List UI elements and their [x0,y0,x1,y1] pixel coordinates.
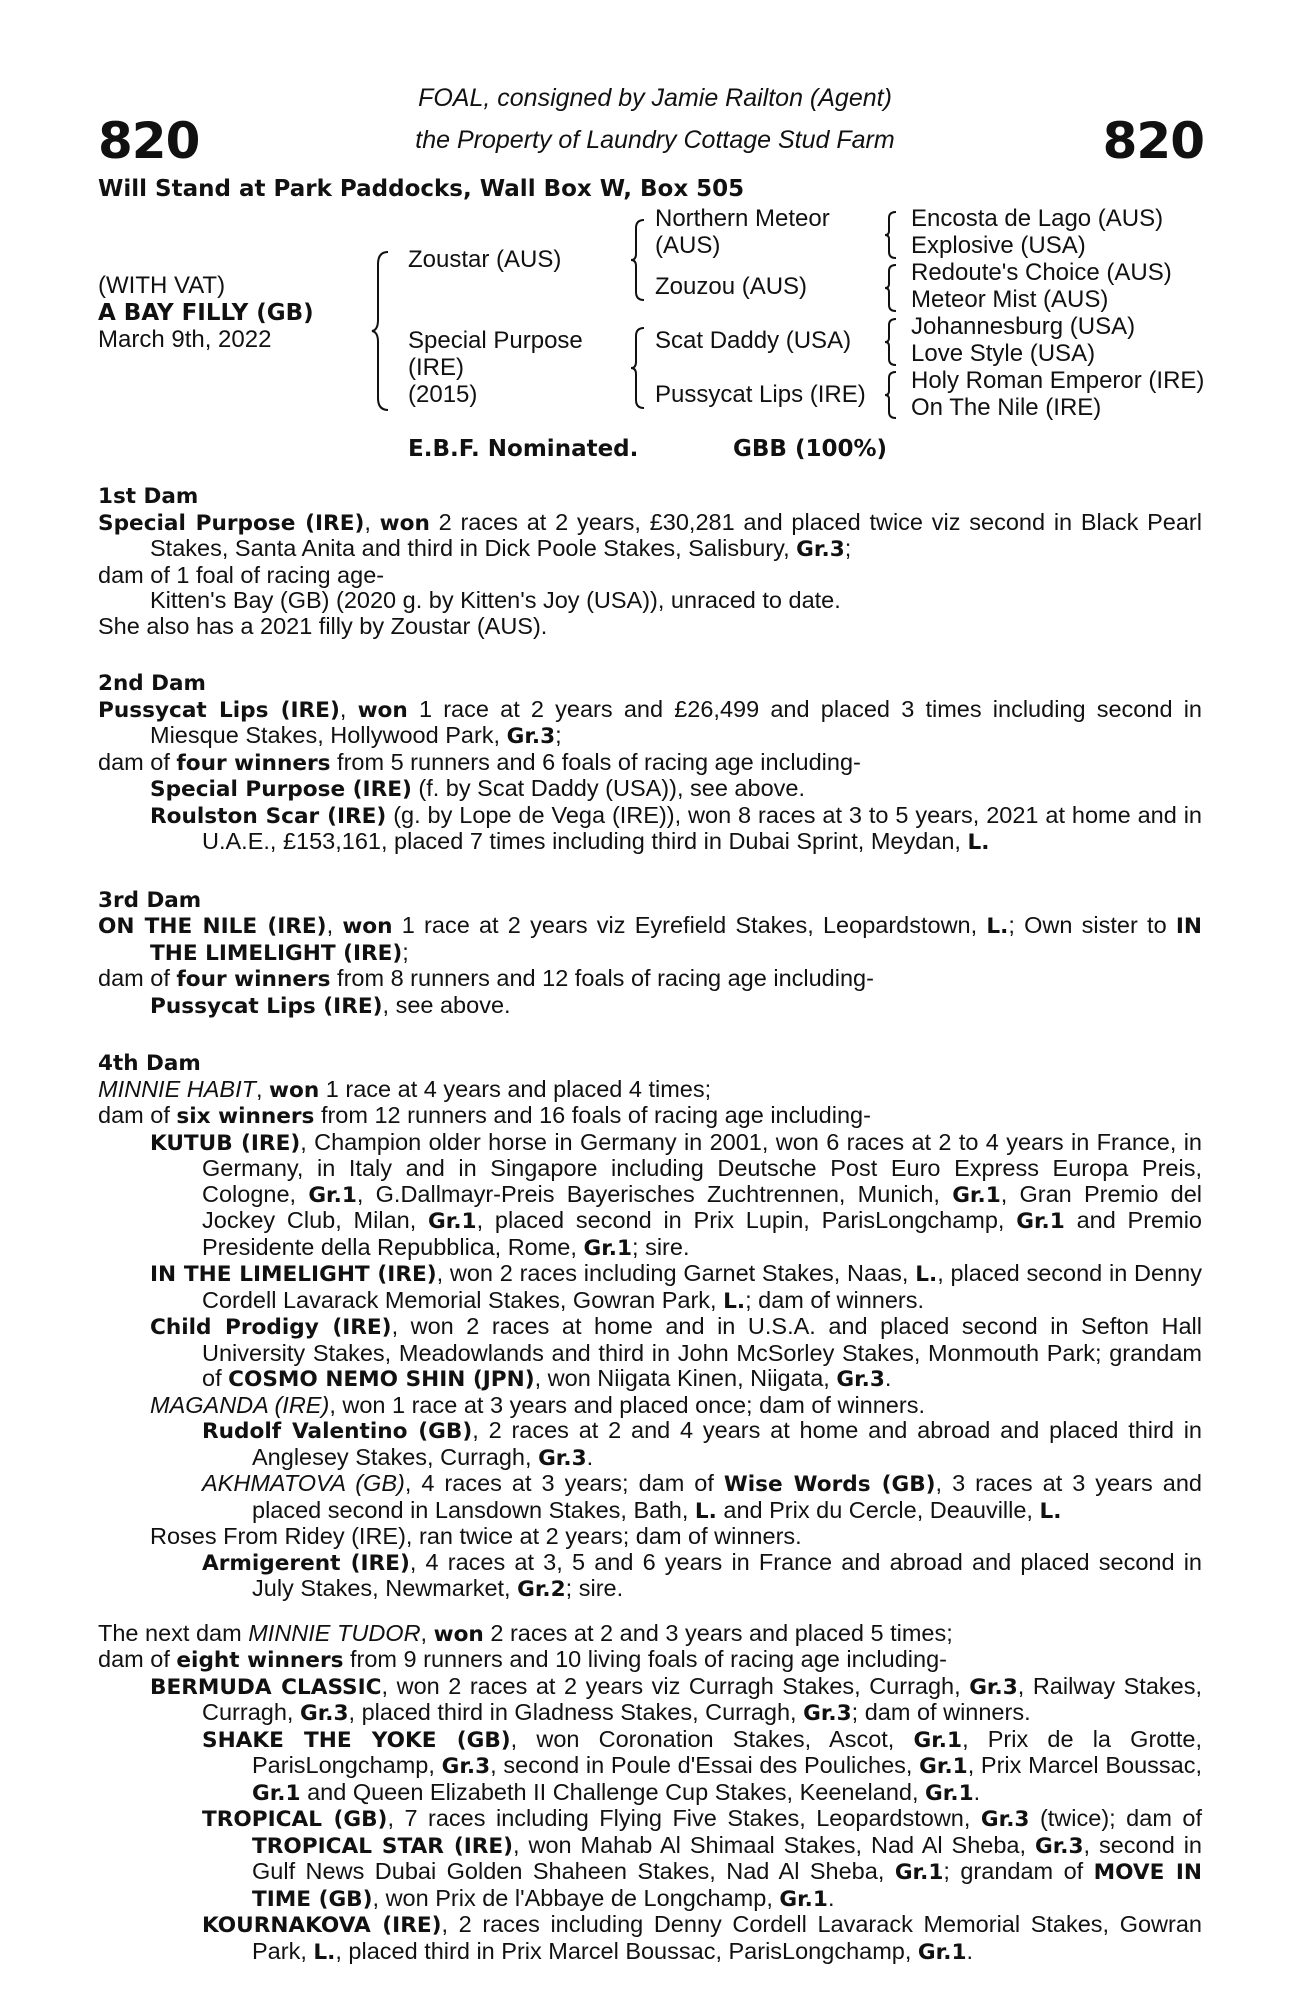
dam1-produce-note: She also has a 2021 filly by Zoustar (AUS). [98,612,548,639]
pedigree-g3: Redoute's Choice (AUS) [911,259,1172,286]
dam1-produce-1: Kitten's Bay (GB) (2020 g. by Kitten's Joy (USA)), unraced to date. [150,587,841,613]
dam2-record: Pussycat Lips (IRE), won 1 race at 2 years and £26,499 and placed 3 times including second in Miesque Stakes, Hollywood Park, Gr.3; [98,695,1202,749]
section-heading-3rd-dam: 3rd Dam [98,887,202,913]
dam4-record: MINNIE HABIT, won 1 race at 4 years and placed 4 times; [98,1075,712,1103]
pedigree-brace-sire [630,218,646,302]
pedigree-g8: On The Nile (IRE) [911,394,1102,421]
dam4-maganda-rudolf: Rudolf Valentino (GB), 2 races at 2 and 4 years at home and abroad and placed third in Anglesey Stakes, Curragh, Gr.3. [202,1417,1202,1471]
dam3-record: ON THE NILE (IRE), won 1 race at 2 years viz Eyrefield Stakes, Leopardstown, L.; Own sister to IN THE LIMELIGHT (IRE); [98,912,1203,966]
dam4-maganda-akhmatova: AKHMATOVA (GB), 4 races at 3 years; dam of Wise Words (GB), 3 races at 3 years and placed second in Lansdown Stakes, Bath, L. and Prix du Cercle, Deauville, L. [202,1470,1202,1524]
dam4-produce-roses: Roses From Ridey (IRE), ran twice at 2 years; dam of winners. [150,1523,802,1549]
next-dam-kournakova: KOURNAKOVA (IRE), 2 races including Denny Cordell Lavarack Memorial Stakes, Gowran Park, L., placed third in Prix Marcel Boussac, ParisLongchamp, Gr.1. [202,1911,1202,1965]
pedigree-brace-g12 [884,210,898,260]
pedigree-g1: Encosta de Lago (AUS) [911,205,1164,232]
pedigree-g2: Explosive (USA) [911,232,1086,259]
dam4-produce-intro: dam of six winners from 12 runners and 16 foals of racing age including- [98,1102,871,1129]
dam2-produce-2: Roulston Scar (IRE) (g. by Lope de Vega (IRE)), won 8 races at 3 to 5 years, 2021 at home and in U.A.E., £153,161, placed 7 times including third in Dubai Sprint, Meydan, L. [150,801,1202,855]
pedigree-dam-dam: Pussycat Lips (IRE) [655,381,866,408]
next-dam-record: The next dam MINNIE TUDOR, won 2 races at 2 and 3 years and placed 5 times; [98,1619,953,1647]
dam4-produce-maganda: MAGANDA (IRE), won 1 race at 3 years and placed once; dam of winners. [150,1391,925,1418]
pedigree-brace-g78 [884,370,898,420]
dam3-produce-intro: dam of four winners from 8 runners and 12 foals of racing age including- [98,965,874,992]
pedigree-g5: Johannesburg (USA) [911,313,1136,340]
pedigree-brace-g34 [884,263,898,313]
next-dam-tropical: TROPICAL (GB), 7 races including Flying Five Stakes, Leopardstown, Gr.3 (twice); dam of TROPICAL STAR (IRE), won Mahab Al Shimaal Stakes, Nad Al Sheba, Gr.3, second in Gulf News Dubai Golden Shaheen Stakes, Nad Al Sheba, Gr.1; grandam of MOVE IN TIME (GB), won Prix de l'Abbaye de Longchamp, Gr.1. [202,1805,1202,1912]
next-dam-bermuda-classic: BERMUDA CLASSIC, won 2 races at 2 years viz Curragh Stakes, Curragh, Gr.3, Railway Stakes, Curragh, Gr.3, placed third in Gladness Stakes, Curragh, Gr.3; dam of winners. [150,1672,1202,1726]
horse-name: A BAY FILLY (GB) [98,300,314,326]
dam4-produce-kutub: KUTUB (IRE), Champion older horse in Germany in 2001, won 6 races at 2 to 4 years in France, in Germany, in Italy and in Singapore including Deutsche Post Euro Express Europa Preis, Cologne, Gr.1, G.Dallmayr-Preis Bayerisches Zuchtrennen, Munich, Gr.1, Gran Premio del Jockey Club, Milan, Gr.1, placed second in Prix Lupin, ParisLongchamp, Gr.1 and Premio Presidente della Repubblica, Rome, Gr.1; sire. [150,1128,1203,1261]
vat-note: (WITH VAT) [98,272,226,299]
dam1-record: Special Purpose (IRE), won 2 races at 2 years, £30,281 and placed twice viz second in Black Pearl Stakes, Santa Anita and third in Dick Poole Stakes, Salisbury, Gr.3; [98,508,1202,562]
lot-number-right: 820 [1102,112,1204,170]
pedigree-sire-sire-2: (AUS) [655,232,721,259]
next-dam-produce-intro: dam of eight winners from 9 runners and 10 living foals of racing age including- [98,1646,947,1673]
property-line: the Property of Laundry Cottage Stud Farm [415,126,895,154]
produce-records [98,484,1202,1965]
consignor-line: FOAL, consigned by Jamie Railton (Agent) [418,84,892,112]
section-heading-4th-dam: 4th Dam [98,1051,201,1076]
pedigree-sire: Zoustar (AUS) [408,246,562,273]
pedigree-brace-g56 [884,317,898,367]
dam3-produce-1: Pussycat Lips (IRE), see above. [150,991,511,1019]
section-heading-1st-dam: 1st Dam [98,484,199,509]
pedigree-sire-sire-1: Northern Meteor [655,205,830,232]
pedigree-sire-dam: Zouzou (AUS) [655,273,808,300]
section-heading-2nd-dam: 2nd Dam [98,671,206,696]
pedigree-g4: Meteor Mist (AUS) [911,286,1109,313]
pedigree-dam-line1: Special Purpose [408,327,583,354]
dam4-produce-child-prodigy: Child Prodigy (IRE), won 2 races at home and in U.S.A. and placed second in Sefton Hall University Stakes, Meadowlands and third in John McSorley Stakes, Monmouth Park; grandam of COSMO NEMO SHIN (JPN), won Niigata Kinen, Niigata, Gr.3. [150,1313,1202,1392]
gbb-rating: GBB (100%) [733,436,888,462]
dam4-roses-armigerent: Armigerent (IRE), 4 races at 3, 5 and 6 years in France and abroad and placed second in July Stakes, Newmarket, Gr.2; sire. [202,1548,1202,1602]
pedigree-dam-line3: (2015) [408,381,478,408]
pedigree-g6: Love Style (USA) [911,340,1096,367]
dam2-produce-1: Special Purpose (IRE) (f. by Scat Daddy (USA)), see above. [150,775,805,802]
stand-location: Will Stand at Park Paddocks, Wall Box W, Box 505 [98,176,745,202]
next-dam-shake-the-yoke: SHAKE THE YOKE (GB), won Coronation Stakes, Ascot, Gr.1, Prix de la Grotte, ParisLongchamp, Gr.3, second in Poule d'Essai des Pouliches, Gr.1, Prix Marcel Boussac, Gr.1 and Queen Elizabeth II Challenge Cup Stakes, Keeneland, Gr.1. [202,1725,1202,1806]
pedigree-dam-sire: Scat Daddy (USA) [655,327,852,354]
dam1-produce-intro: dam of 1 foal of racing age- [98,561,385,588]
lot-number-left: 820 [98,112,200,170]
ebf-nominated: E.B.F. Nominated. [408,436,639,462]
pedigree-g7: Holy Roman Emperor (IRE) [911,367,1205,394]
horse-dob: March 9th, 2022 [98,326,272,353]
pedigree-dam-line2: (IRE) [408,354,464,381]
pedigree-brace-dam [630,326,646,410]
dam2-produce-intro: dam of four winners from 5 runners and 6 foals of racing age including- [98,748,861,776]
pedigree-brace-main [370,250,392,412]
dam4-produce-limelight: IN THE LIMELIGHT (IRE), won 2 races including Garnet Stakes, Naas, L., placed second in Denny Cordell Lavarack Memorial Stakes, Gowran Park, L.; dam of winners. [150,1260,1202,1314]
